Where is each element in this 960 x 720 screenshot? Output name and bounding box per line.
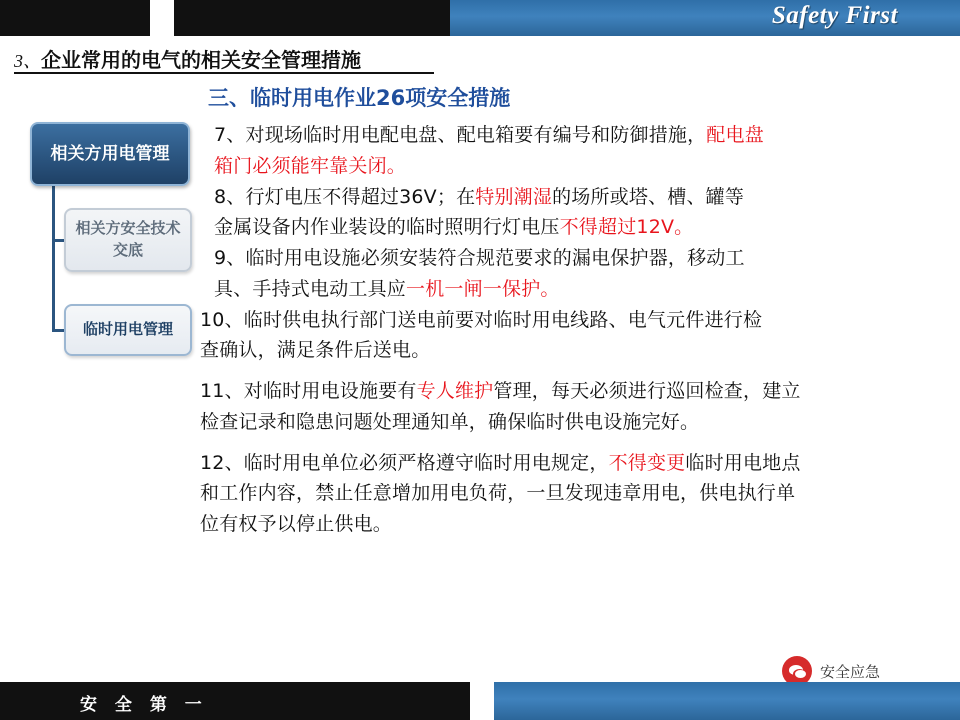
list-item (200, 448, 940, 540)
paragraph-line (200, 243, 940, 274)
text-segment: 的场所或塔、槽、罐等 (552, 185, 745, 208)
paragraph-line (200, 376, 940, 407)
section-heading-text: 企业常用的电气的相关安全管理措施 (41, 48, 361, 72)
text-segment-highlight: 不得变更 (608, 451, 686, 474)
text-segment: 金属设备内作业装设的临时照明行灯电压 (214, 216, 560, 239)
text-segment: 11、对临时用电设施要有 (200, 380, 417, 403)
footer-text: 安 全 第 一 (80, 695, 208, 715)
banner-segment-black-left (0, 0, 150, 36)
top-banner (0, 0, 960, 36)
banner-segment-black-right (174, 0, 450, 36)
banner-segment-white-gap (150, 0, 174, 36)
list-item (200, 120, 940, 182)
section-underline (14, 72, 434, 74)
paragraph-line (200, 151, 940, 182)
footer-segment-blue (494, 682, 960, 720)
text-segment: 检查记录和隐患问题处理通知单，确保临时供电设施完好。 (200, 410, 700, 433)
diagram (22, 120, 202, 370)
text-segment: 具、手持式电动工具应 (214, 277, 407, 300)
paragraph-line (200, 274, 940, 305)
list-item (200, 305, 940, 367)
diagram-node-temporary-power[interactable]: 临时用电管理 (64, 304, 192, 356)
list-item (200, 243, 940, 305)
list-item (200, 182, 940, 244)
section-heading (14, 44, 361, 73)
paragraph-line (200, 120, 940, 151)
wechat-account-name: 安全应急 (820, 662, 881, 681)
section-number: 3、 (14, 51, 41, 71)
text-segment: 7、对现场临时用电配电盘、配电箱要有编号和防御措施， (214, 124, 707, 146)
paragraph-line (200, 478, 940, 509)
content-area (200, 82, 940, 540)
paragraph-line (200, 407, 940, 438)
text-segment-highlight: 一机一闸一保护。 (406, 277, 560, 300)
content-title: 三、临时用电作业26项安全措施 (208, 86, 511, 110)
text-segment-highlight: 专人维护 (416, 380, 494, 403)
text-segment: 和工作内容，禁止任意增加用电负荷，一旦发现违章用电，供电执行单 (200, 482, 796, 505)
text-segment: 位有权予以停止供电。 (200, 513, 393, 536)
paragraph-line (200, 335, 940, 366)
text-segment: 8、行灯电压不得超过36V；在 (214, 185, 476, 208)
paragraph-line (200, 182, 940, 213)
footer-banner (0, 682, 960, 720)
text-segment: 12、临时用电单位必须严格遵守临时用电规定， (200, 451, 609, 474)
banner-title: Safety First (771, 2, 898, 29)
text-segment: 9、临时用电设施必须安装符合规范要求的漏电保护器，移动工 (214, 247, 745, 270)
footer-segment-white-gap (470, 682, 494, 720)
text-segment: 查确认，满足条件后送电。 (200, 339, 431, 362)
text-segment: 管理，每天必须进行巡回检查，建立 (493, 380, 801, 403)
paragraph-line (200, 305, 940, 336)
paragraph-line (200, 212, 940, 243)
list-item (200, 376, 940, 438)
text-segment: 10、临时供电执行部门送电前要对临时用电线路、电气元件进行检 (200, 308, 763, 331)
paragraph-line (200, 509, 940, 540)
footer-segment-black (0, 682, 470, 720)
text-segment: 临时用电地点 (685, 451, 801, 474)
paragraph-line (200, 448, 940, 479)
diagram-node-safety-disclosure[interactable]: 相关方安全技术交底 (64, 208, 192, 272)
text-segment-highlight: 箱门必须能牢靠关闭。 (214, 154, 407, 177)
text-segment-highlight: 特别潮湿 (475, 185, 553, 208)
text-segment-highlight: 配电盘 (706, 124, 764, 146)
connector-vertical (52, 186, 55, 332)
text-segment-highlight: 不得超过12V。 (559, 216, 694, 239)
diagram-node-main[interactable]: 相关方用电管理 (30, 122, 190, 186)
